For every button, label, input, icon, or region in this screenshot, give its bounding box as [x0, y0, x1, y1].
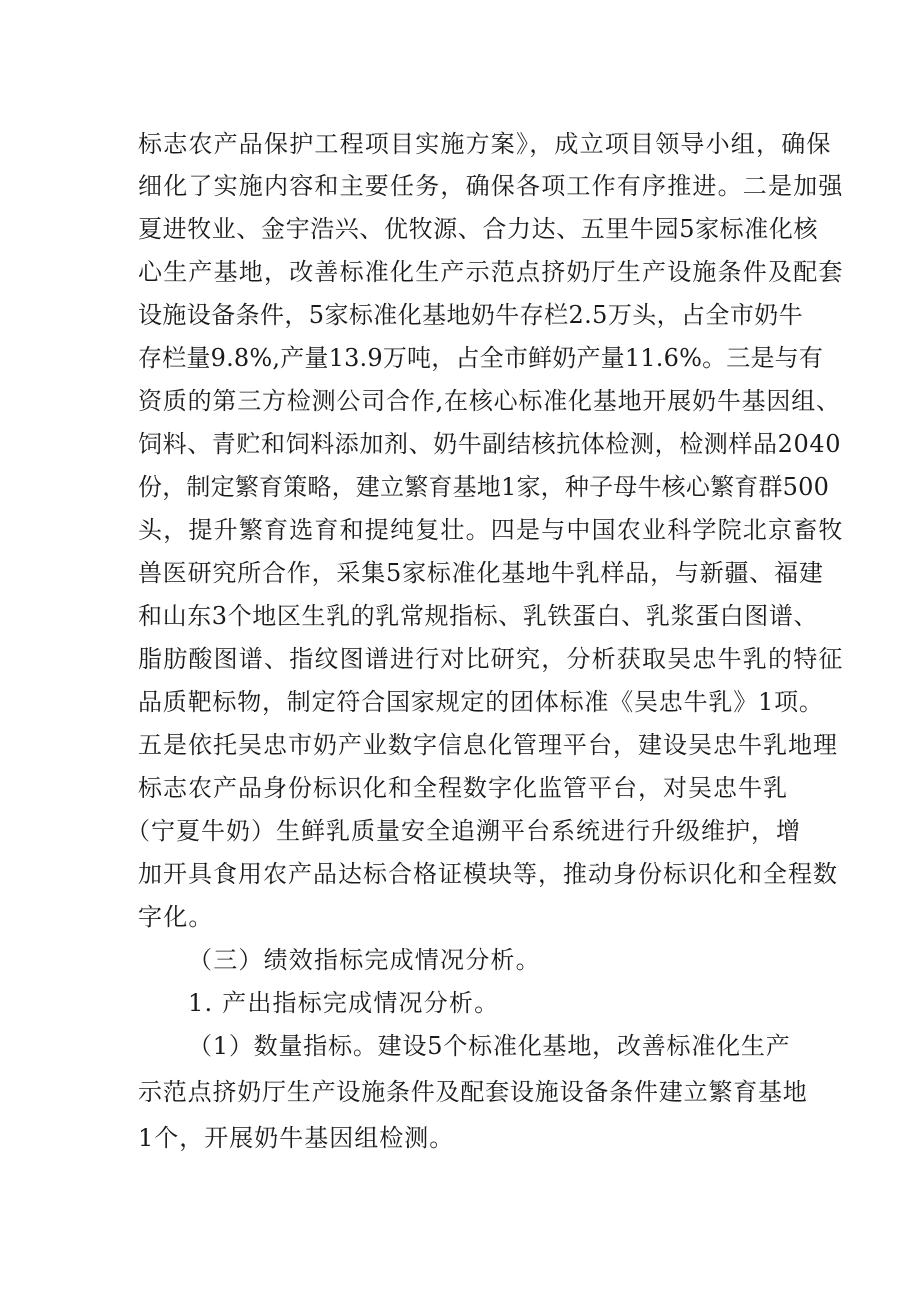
body-line: 设施设备条件，5家标准化基地奶牛存栏2.5万头，占全市奶牛 — [138, 301, 804, 329]
body-line: 标志农产品保护工程项目实施方案》，成立项目领导小组，确保 — [138, 130, 832, 158]
body-line: 加开具食用农产品达标合格证模块等，推动身份标识化和全程数 — [138, 860, 838, 888]
body-line: 夏进牧业、金宇浩兴、优牧源、合力达、五里牛园5家标准化核 — [138, 215, 819, 243]
body-line: 资质的第三方检测公司合作,在核心标准化基地开展奶牛基因组、 — [138, 387, 841, 415]
body-line: （宁夏牛奶）生鲜乳质量安全追溯平台系统进行升级维护，增 — [126, 817, 801, 845]
body-line: 和山东3个地区生乳的乳常规指标、乳铁蛋白、乳浆蛋白图谱、 — [138, 602, 819, 630]
body-line: （1）数量指标。建设5个标准化基地，改善标准化生产 — [188, 1032, 791, 1060]
body-line: 细化了实施内容和主要任务，确保各项工作有序推进。二是加强 — [138, 172, 844, 200]
body-line: 心生产基地，改善标准化生产示范点挤奶厅生产设施条件及配套 — [138, 258, 844, 286]
body-line: 头，提升繁育选育和提纯复壮。四是与中国农业科学院北京畜牧 — [138, 516, 844, 544]
body-line: 饲料、青贮和饲料添加剂、奶牛副结核抗体检测，检测样品2040 — [138, 430, 842, 458]
body-line: 标志农产品身份标识化和全程数字化监管平台，对吴忠牛乳 — [138, 774, 788, 802]
body-line: 兽医研究所合作，采集5家标准化基地牛乳样品，与新疆、福建 — [138, 559, 824, 587]
body-line: 1个，开展奶牛基因组检测。 — [138, 1124, 455, 1152]
body-line: 品质靶标物，制定符合国家规定的团体标准《吴忠牛乳》1项。 — [138, 688, 824, 716]
subsection-heading: 1. 产出指标完成情况分析。 — [188, 989, 500, 1017]
section-heading: （三）绩效指标完成情况分析。 — [188, 946, 541, 974]
body-line: 脂肪酸图谱、指纹图谱进行对比研究，分析获取吴忠牛乳的特征 — [138, 645, 844, 673]
body-line: 份，制定繁育策略，建立繁育基地1家，种子母牛核心繁育群500 — [138, 473, 830, 501]
body-line: 五是依托吴忠市奶产业数字信息化管理平台，建设吴忠牛乳地理 — [138, 731, 838, 759]
body-line: 字化。 — [138, 903, 214, 931]
body-line: 存栏量9.8%,产量13.9万吨，占全市鲜奶产量11.6%。三是与有 — [138, 344, 824, 372]
body-line: 示范点挤奶厅生产设施条件及配套设施设备条件建立繁育基地 — [138, 1078, 808, 1106]
